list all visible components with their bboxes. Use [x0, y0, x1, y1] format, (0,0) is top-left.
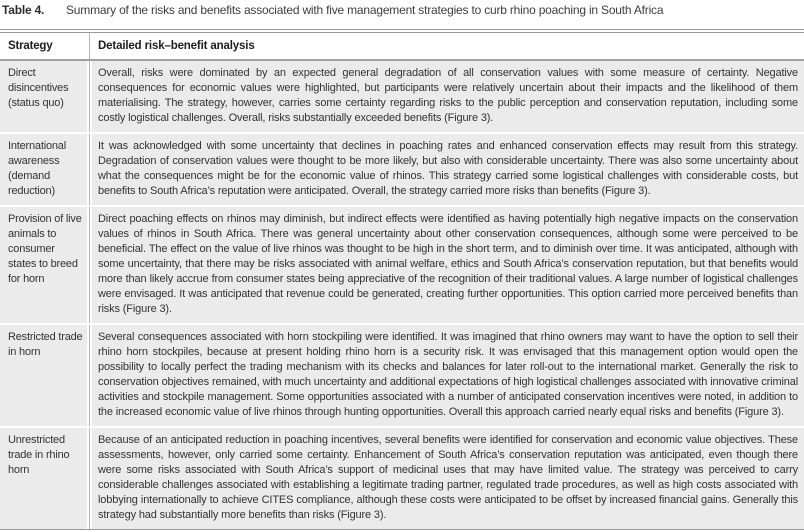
analysis-cell: Overall, risks were dominated by an expected general degradation of all conservation values with some measure of certainty. Negative consequences for economic values were highlighted, but participants were relatively uncertain about their impacts and the likelihood of them materialising. The strategy, however, carries some certainty regarding risks to the public perception and conservation reputation, including some costly logistical challenges. Overall, risks substantially exceeded benefits (Figure 3). [98, 67, 798, 124]
table-label: Table 4. [2, 3, 45, 17]
analysis-cell: Direct poaching effects on rhinos may diminish, but indirect effects were identified as having potentially high negative impacts on the conservation values of rhinos in South Africa. There was general uncertainty about other conservation consequences, although some were perceived to be beneficial. The effect on the value of live rhinos was thought to be high in the short term, and to diminish over time. It was anticipated, although with some uncertainty, that there may be risks associated with animal welfare, ethics and South Africa’s conservation reputation, but that benefits would more than likely accrue from consumer states being appreciative of the recognition of their traditional values. A large number of logistical challenges were envisaged. It was anticipated that revenue could be generated, creating further opportunities. This option carried more perceived benefits than risks (Figure 3). [98, 213, 798, 315]
table-header-row [0, 33, 804, 61]
table-row [0, 428, 804, 530]
analysis-cell: Because of an anticipated reduction in poaching incentives, several benefits were identified for conservation and economic value objectives. These assessments, however, only carried some certainty. Enhancement of South Africa’s conservation reputation was anticipated, even though there were some risks associated with South Africa’s support of medicinal uses that may have limited value. The strategy was perceived to carry considerable challenges associated with establishing a legitimate trading partner, regulated trade procedures, as well as high costs associated with lobbying internationally to achieve CITES compliance, although these costs were anticipated to be offset by increased financial gains. Generally this strategy had substantially more benefits than risks (Figure 3). [98, 434, 798, 521]
strategy-cell: Provision of live animals to consumer states to breed for horn [8, 213, 82, 285]
table-caption-row [0, 0, 804, 17]
table-row [0, 134, 804, 207]
table-row [0, 207, 804, 325]
column-header-analysis: Detailed risk–benefit analysis [98, 40, 255, 52]
column-header-strategy: Strategy [8, 40, 53, 52]
strategy-cell: Unrestricted trade in rhino horn [8, 434, 70, 476]
table-row [0, 61, 804, 134]
strategy-cell: Restricted trade in horn [8, 331, 83, 358]
strategy-cell: Direct disincentives (status quo) [8, 67, 69, 109]
strategy-cell: International awareness (demand reduction) [8, 140, 66, 197]
table-caption: Summary of the risks and benefits associated with five management strategies to curb rhino poaching in South Africa [66, 3, 664, 17]
table-row [0, 325, 804, 428]
analysis-cell: It was acknowledged with some uncertainty that declines in poaching rates and enhanced conservation effects may result from this strategy. Degradation of conservation values were thought to be more likely, but also with considerable uncertainty. There was also some uncertainty about what the consequences might be for the economic value of rhinos. This strategy carried some logistical challenges with considerable costs, but benefits to South Africa’s reputation were anticipated. Overall, the strategy carried more risks than benefits (Figure 3). [98, 140, 798, 197]
analysis-cell: Several consequences associated with horn stockpiling were identified. It was imagined that rhino owners may want to have the option to sell their rhino horn stockpiles, because at present holding rhino horn is a security risk. It was envisaged that this management option would open the possibility to locally perfect the trading mechanism with its checks and balances for later roll-out to the international market. Generally the risk to conservation objectives remained, with much uncertainty and additional expectations of high logistical challenges associated with innovative criminal activities and stockpile management. Some opportunities associated with a number of anticipated conservation incentives were noted, in addition to the increased economic value of live rhinos through hunting opportunities. Overall this approach carried nearly equal risks and benefits (Figure 3). [98, 331, 798, 418]
